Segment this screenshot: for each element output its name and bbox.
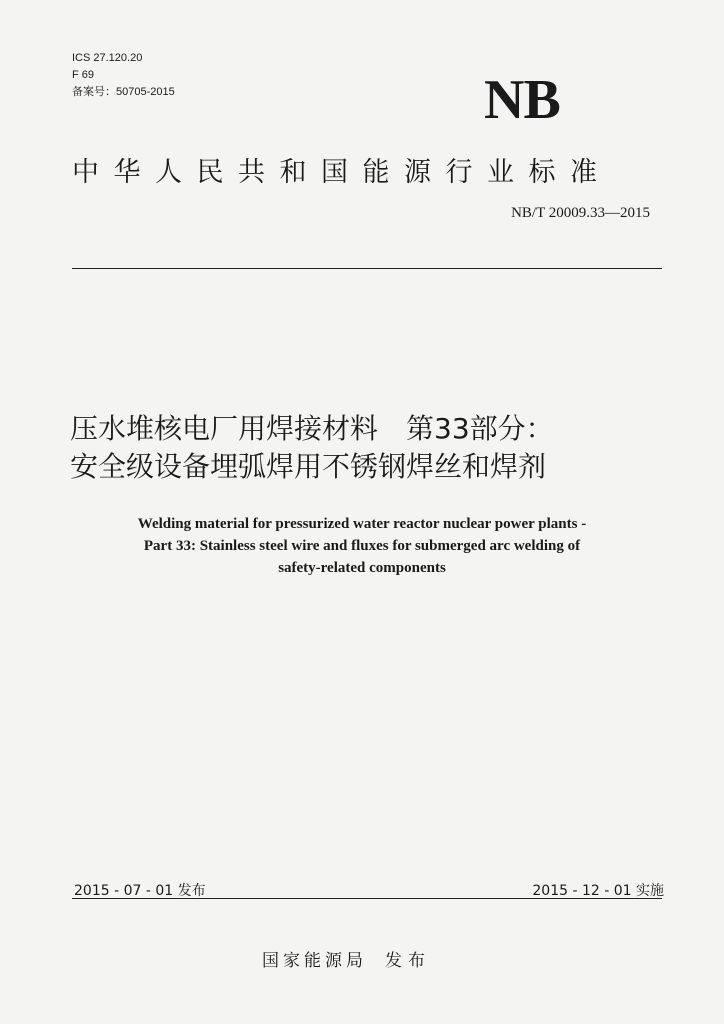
issue-date: 2015 - 07 - 01 发布 xyxy=(74,883,206,899)
issuer-org: 国家能源局 xyxy=(262,951,367,971)
class-code: F 69 xyxy=(72,69,95,81)
issuer-action: 发布 xyxy=(385,951,431,971)
ics-code: ICS 27.120.20 xyxy=(72,52,143,64)
effective-date: 2015 - 12 - 01 实施 xyxy=(532,883,664,899)
footer-divider xyxy=(72,898,662,899)
issuing-authority xyxy=(262,946,431,971)
chinese-title-line-2: 安全级设备埋弧焊用不锈钢焊丝和焊剂 xyxy=(70,450,547,483)
record-number: 备案号：50705-2015 xyxy=(72,86,175,98)
chinese-title-line-1: 压水堆核电厂用焊接材料 第33部分： xyxy=(70,412,554,445)
nb-logo: NB xyxy=(484,69,560,131)
classification-block xyxy=(72,50,175,101)
header-divider xyxy=(72,268,662,269)
chinese-title xyxy=(70,410,554,486)
english-title xyxy=(62,513,662,579)
english-title-line-2: Part 33: Stainless steel wire and fluxes for submerged arc welding of xyxy=(143,538,581,554)
standard-category-title: 中华人民共和国能源行业标准 xyxy=(72,157,612,188)
standard-number: NB/T 20009.33—2015 xyxy=(511,205,650,221)
english-title-line-3: safety-related components xyxy=(278,560,446,576)
english-title-line-1: Welding material for pressurized water reactor nuclear power plants - xyxy=(137,516,587,532)
